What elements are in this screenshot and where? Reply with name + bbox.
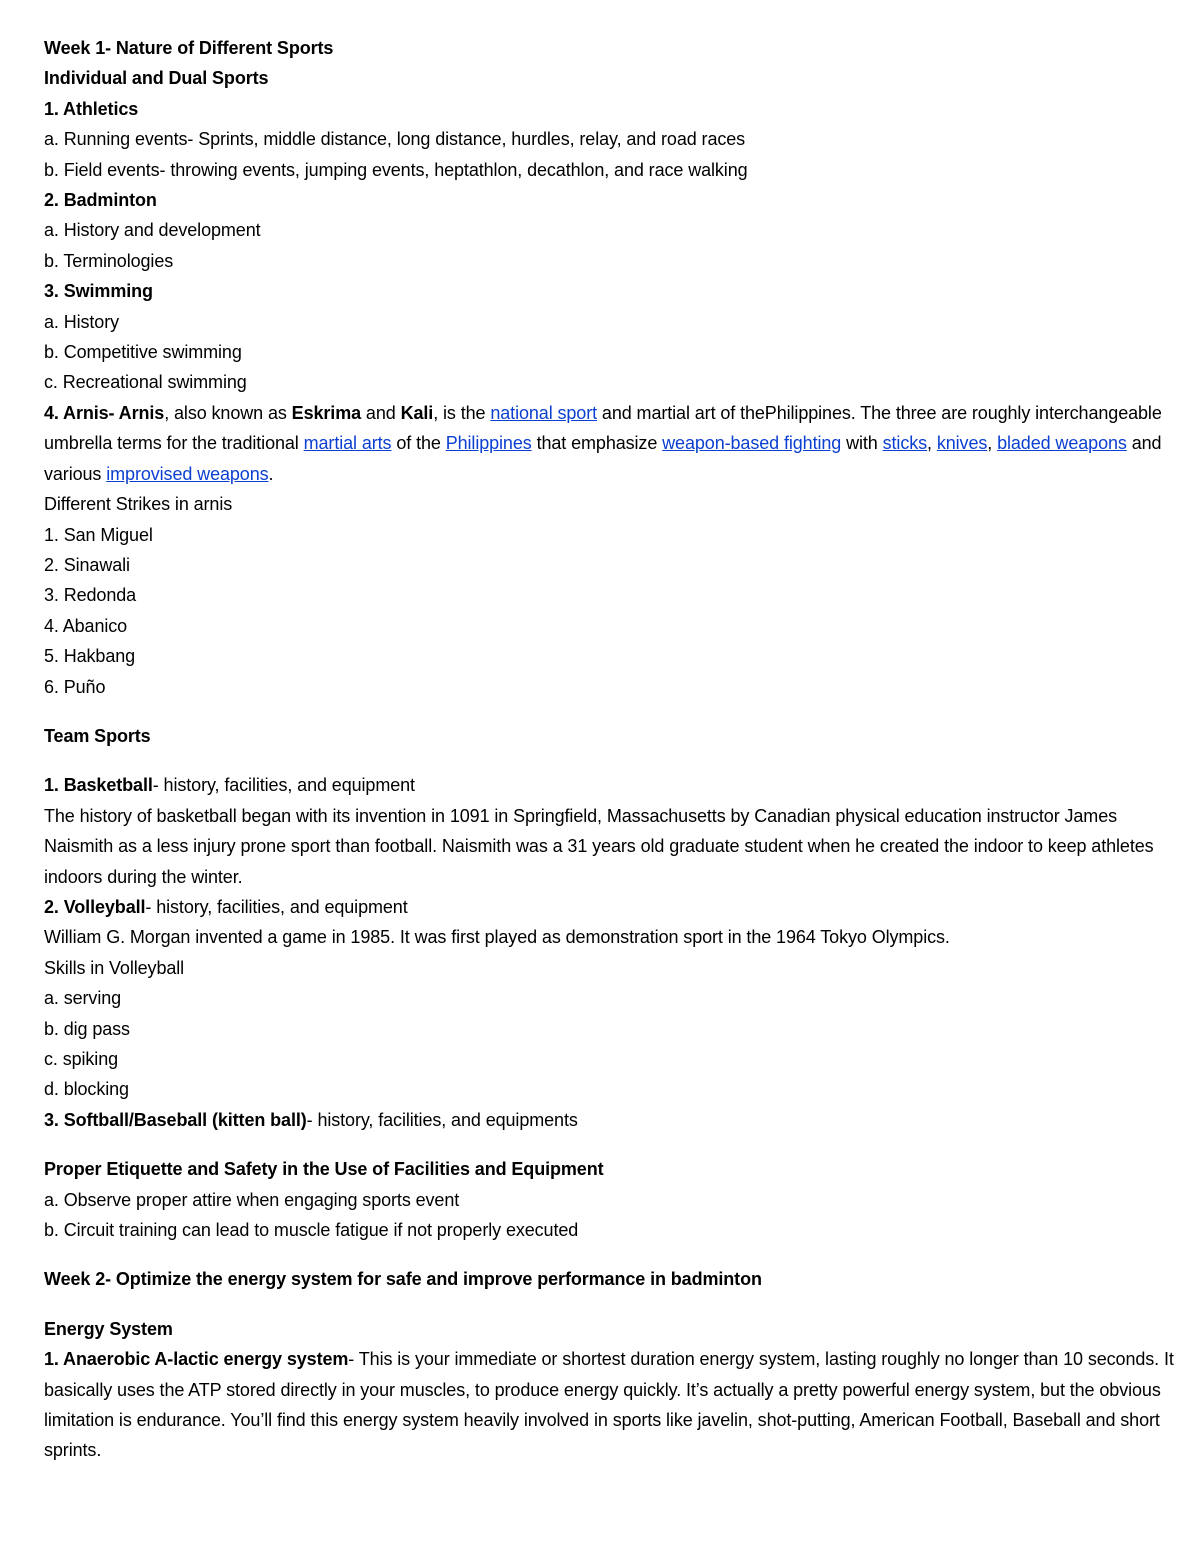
- list-item: b. Field events- throwing events, jumping events, heptathlon, decathlon, and race walking: [44, 159, 748, 180]
- national-sport-link[interactable]: national sport: [490, 402, 598, 423]
- text-span: of the: [391, 433, 446, 454]
- etiquette-heading: Proper Etiquette and Safety in the Use of Facilities and Equipment: [44, 1159, 604, 1180]
- weapon-based-fighting-link[interactable]: weapon-based fighting: [662, 433, 842, 454]
- text-span: , also known as: [164, 402, 292, 423]
- week1-title: Week 1- Nature of Different Sports: [44, 38, 334, 58]
- text-span: and martial art of thePhilippines. The three are roughly interchangeable umbrella terms for the traditional: [44, 402, 1162, 454]
- eskrima-term: Eskrima: [291, 402, 362, 423]
- arnis-strikes-heading: Different Strikes in arnis: [44, 494, 233, 515]
- swimming-heading: 3. Swimming: [44, 281, 153, 302]
- text-span: that emphasize: [531, 433, 663, 454]
- spacer: [44, 1135, 1174, 1154]
- document-body: [44, 33, 1174, 1466]
- improvised-weapons-link[interactable]: improvised weapons: [106, 463, 269, 484]
- list-item: 2. Sinawali: [44, 554, 130, 575]
- kali-term: Kali: [400, 402, 434, 423]
- team-sports-heading: Team Sports: [44, 725, 151, 746]
- volleyball-title: 2. Volleyball: [44, 896, 146, 917]
- list-item: 1. San Miguel: [44, 524, 153, 545]
- text-span: , is the: [433, 402, 491, 423]
- text-span: .: [268, 463, 274, 484]
- list-item: 5. Hakbang: [44, 646, 136, 667]
- spacer: [44, 1295, 1174, 1314]
- spacer: [44, 1245, 1174, 1264]
- list-item: b. Competitive swimming: [44, 342, 242, 363]
- text-span: ,: [987, 433, 998, 454]
- martial-arts-link[interactable]: martial arts: [303, 433, 392, 454]
- spacer: [44, 702, 1174, 721]
- anaerobic-text: - This is your immediate or shortest duration energy system, lasting roughly no longer than 10 seconds. It basically uses the ATP stored directly in your muscles, to produce energy quickly. It’s actually a pretty powerful energy system, but the obvious limitation is endurance. You’ll find this energy system heavily involved in sports like javelin, shot-putting, American Football, Baseball and short sprints.: [44, 1349, 1174, 1461]
- basketball-heading: [44, 770, 1174, 800]
- volleyball-heading: [44, 892, 1174, 922]
- week2-title: Week 2- Optimize the energy system for safe and improve performance in badminton: [44, 1269, 762, 1290]
- list-item: d. blocking: [44, 1079, 129, 1100]
- list-item: a. History: [44, 311, 120, 332]
- volleyball-paragraph: William G. Morgan invented a game in 1985. It was first played as demonstration sport in the 1964 Tokyo Olympics.: [44, 927, 950, 948]
- list-item: b. Terminologies: [44, 250, 174, 271]
- list-item: b. dig pass: [44, 1018, 130, 1039]
- anaerobic-title: 1. Anaerobic A-lactic energy system: [44, 1349, 349, 1370]
- softball-suffix: - history, facilities, and equipments: [306, 1109, 578, 1130]
- basketball-suffix: - history, facilities, and equipment: [152, 775, 415, 796]
- text-span: with: [841, 433, 883, 454]
- arnis-heading: 4. Arnis- Arnis: [44, 402, 165, 423]
- knives-link[interactable]: knives: [936, 433, 988, 454]
- list-item: 3. Redonda: [44, 585, 137, 606]
- individual-dual-sports-heading: Individual and Dual Sports: [44, 68, 269, 89]
- list-item: a. Running events- Sprints, middle distance, long distance, hurdles, relay, and road races: [44, 129, 746, 150]
- badminton-heading: 2. Badminton: [44, 190, 157, 211]
- list-item: a. serving: [44, 988, 122, 1009]
- athletics-heading: 1. Athletics: [44, 98, 139, 119]
- volleyball-suffix: - history, facilities, and equipment: [145, 896, 408, 917]
- sticks-link[interactable]: sticks: [882, 433, 928, 454]
- list-item: 6. Puño: [44, 676, 106, 697]
- list-item: c. Recreational swimming: [44, 372, 247, 393]
- text-span: and various: [44, 433, 1162, 484]
- list-item: a. History and development: [44, 220, 261, 241]
- softball-heading: [44, 1105, 1174, 1135]
- text-span: and: [361, 402, 401, 423]
- text-span: ,: [927, 433, 937, 454]
- list-item: b. Circuit training can lead to muscle fatigue if not properly executed: [44, 1220, 579, 1241]
- list-item: a. Observe proper attire when engaging sports event: [44, 1189, 460, 1210]
- bladed-weapons-link[interactable]: bladed weapons: [997, 433, 1127, 454]
- energy-system-heading: Energy System: [44, 1318, 173, 1339]
- softball-title: 3. Softball/Baseball (kitten ball): [44, 1109, 307, 1130]
- spacer: [44, 751, 1174, 770]
- philippines-link[interactable]: Philippines: [445, 433, 532, 454]
- arnis-paragraph: [44, 398, 1174, 489]
- basketball-paragraph: The history of basketball began with its invention in 1091 in Springfield, Massachusetts by Canadian physical education instructor James Naismith as a less injury prone sport than football. Naismith was a 31 years old graduate student when he created the indoor to keep athletes indoors during the winter.: [44, 805, 1154, 887]
- basketball-title: 1. Basketball: [44, 775, 153, 796]
- list-item: c. spiking: [44, 1049, 119, 1069]
- anaerobic-paragraph: [44, 1344, 1174, 1466]
- volleyball-skills-heading: Skills in Volleyball: [44, 957, 185, 978]
- list-item: 4. Abanico: [44, 615, 128, 636]
